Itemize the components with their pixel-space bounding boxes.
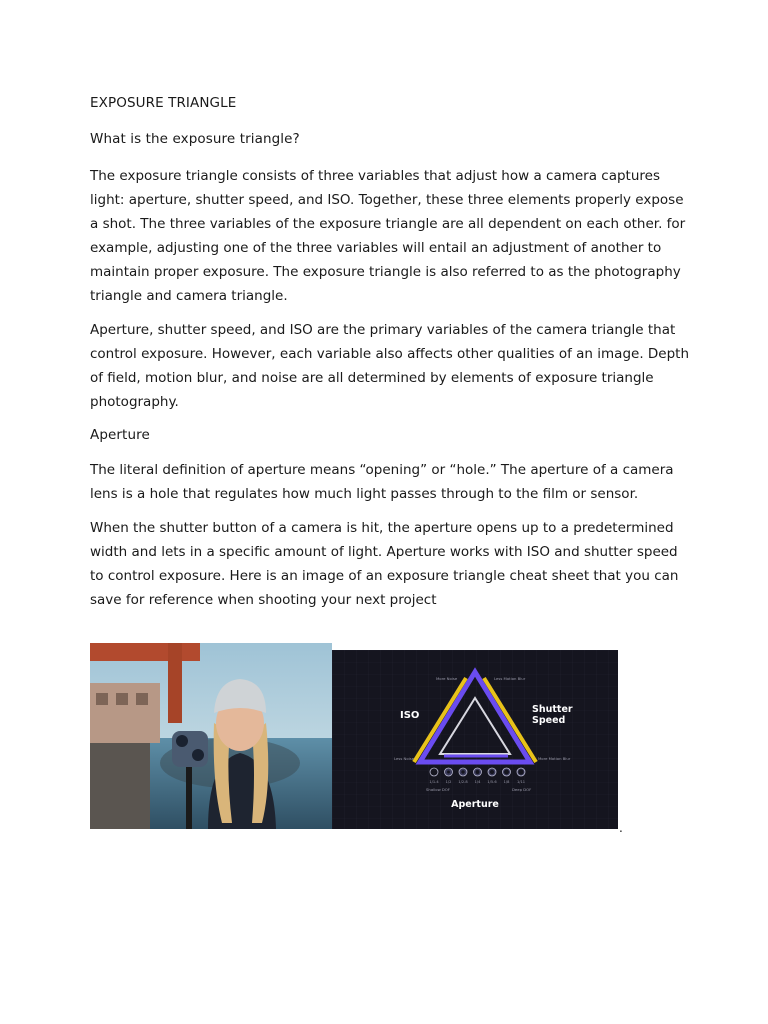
more-noise-label: More Noise (436, 676, 458, 681)
paragraph-1: The exposure triangle consists of three variables that adjust how a camera captures light: aperture, shutter speed, and ISO. Together, these three elements properly expose a shot. The three variables of the exposure triangle are all dependent on each other. for example, adjusting one of the three variables will entail an adjustment of another to maintain proper exposure. The exposure triangle is also referred to as the photography triangle and camera triangle. (90, 168, 686, 304)
f-stop-label: 1/4 (474, 780, 481, 784)
f-stop-opening (504, 770, 509, 775)
f-stop-label: 1/2.8 (458, 780, 468, 784)
doc-title: EXPOSURE TRIANGLE (90, 95, 237, 111)
image-row (90, 643, 650, 835)
aperture-heading: Aperture (90, 427, 150, 443)
exposure-triangle-diagram (332, 650, 618, 829)
shallow-dof-label: Shallow DOF (426, 787, 450, 792)
shutter-label-1: Shutter (532, 704, 573, 715)
paragraph-4: When the shutter button of a camera is hit, the aperture opens up to a predetermined width and lets in a specific amount of light. Aperture works with ISO and shutter speed to control exposure. Here is an image of an exposure triangle cheat sheet that you can save for reference when shooting your next project (90, 520, 679, 608)
deep-dof-label: Deep DOF (512, 787, 532, 792)
paragraph-3: The literal definition of aperture means “opening” or “hole.” The aperture of a camera lens is a hole that regulates how much light passes through to the film or sensor. (90, 462, 674, 502)
f-stop-label: 1/8 (503, 780, 510, 784)
f-stop-label: 1/11 (516, 780, 526, 784)
iso-label: ISO (400, 710, 420, 721)
document-body (90, 92, 690, 622)
f-stop-label: 1/1.4 (429, 780, 439, 784)
paragraph-2: Aperture, shutter speed, and ISO are the primary variables of the camera triangle that control exposure. However, each variable also affects other qualities of an image. Depth of field, motion blur, and noise are all determined by elements of exposure triangle photography. (90, 322, 690, 410)
f-stop-label: 1/5.6 (487, 780, 497, 784)
f-stop-opening (447, 771, 450, 774)
exposure-triangle-cheat-sheet (332, 650, 618, 829)
photographer-illustration (90, 643, 332, 829)
f-stop-opening (518, 769, 523, 774)
f-stop-label: 1/2 (445, 780, 452, 784)
f-stop-opening (490, 770, 494, 774)
more-motion-blur-label: More Motion Blur (538, 756, 571, 761)
question-heading: What is the exposure triangle? (90, 131, 300, 147)
f-stop-opening (433, 771, 435, 773)
f-stop-opening (461, 770, 464, 773)
photographer-photo (90, 643, 332, 829)
aperture-label: Aperture (451, 799, 499, 810)
less-motion-blur-label: Less Motion Blur (494, 676, 526, 681)
less-noise-label: Less Noise (394, 756, 415, 761)
f-stop-opening (476, 770, 480, 774)
trailing-dot: . (619, 821, 623, 835)
shutter-label-2: Speed (532, 715, 566, 726)
